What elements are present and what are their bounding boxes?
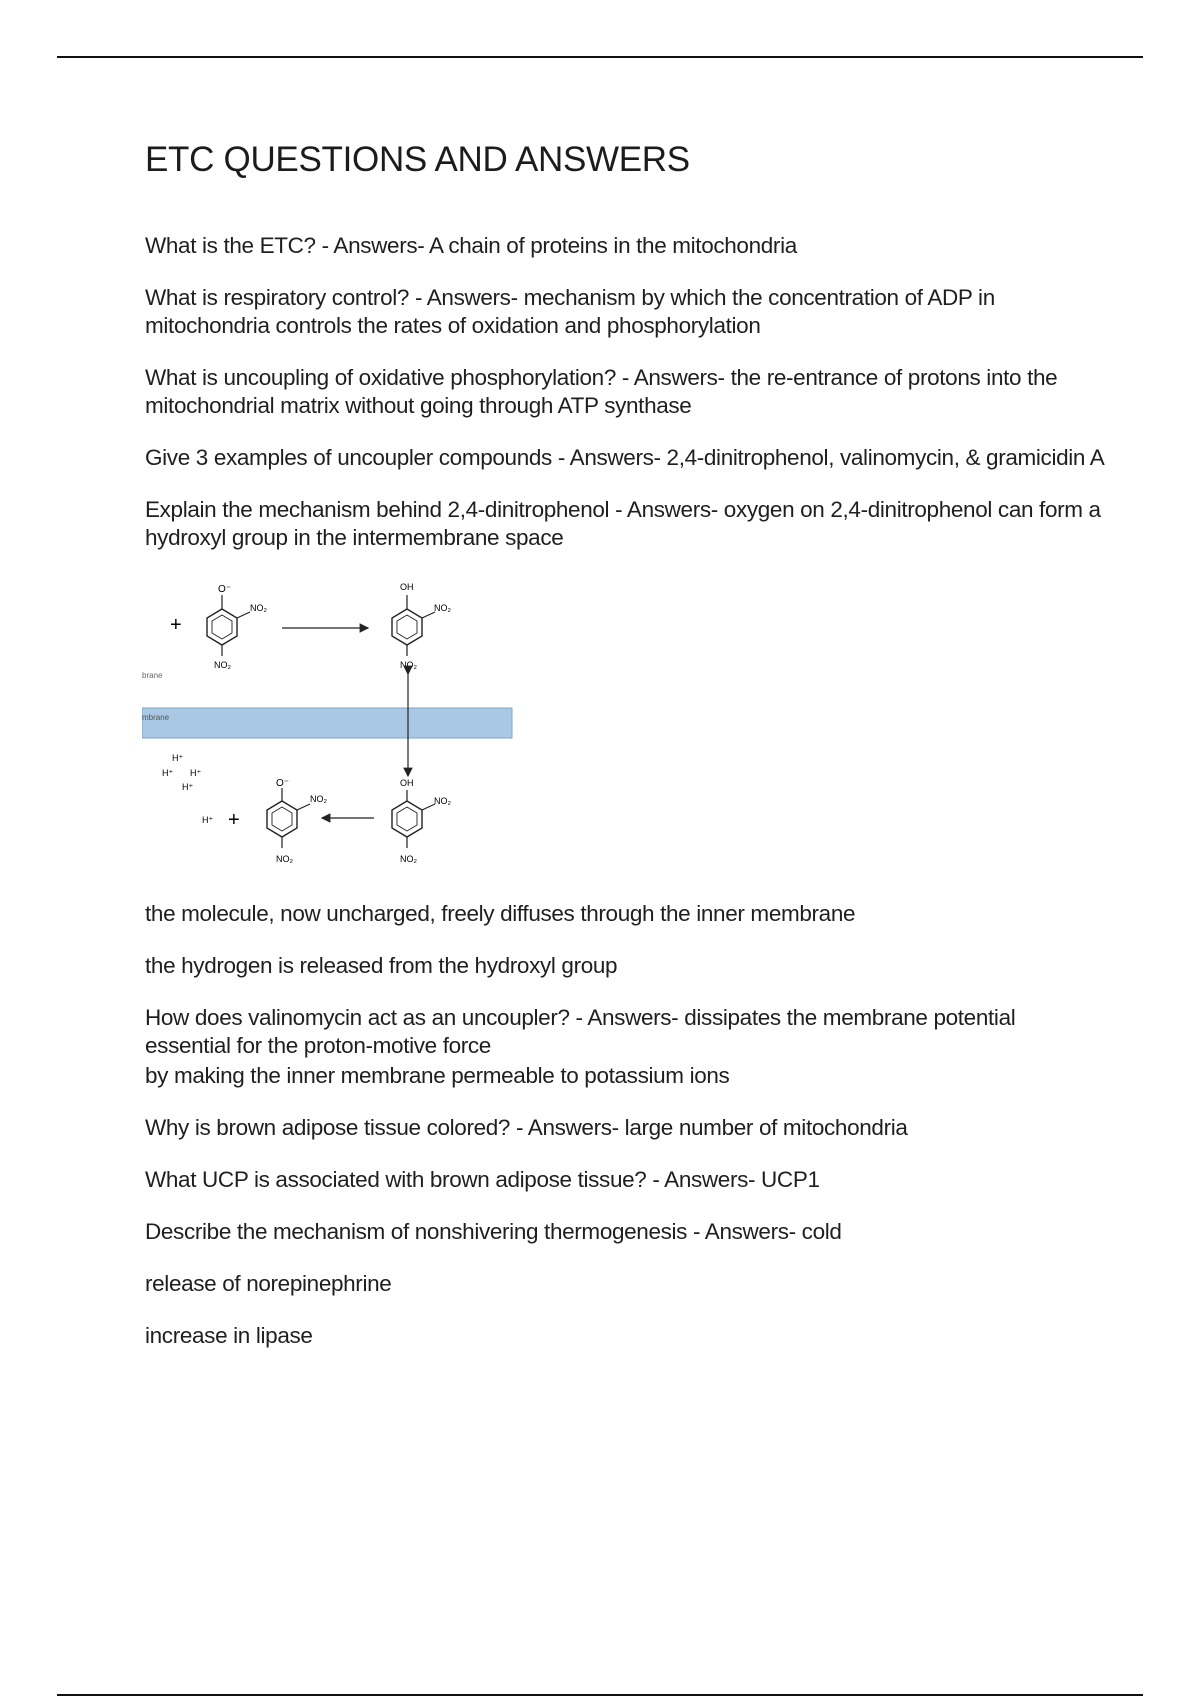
answer: Answers- 2,4-dinitrophenol, valinomycin, & gramicidin A [569,445,1105,470]
document-body [142,140,1105,1374]
proton-label: H⁺ [172,753,184,763]
qa-item [145,1166,1105,1194]
answer: Answers- A chain of proteins in the mitochondria [333,233,797,258]
qa-item [145,444,1105,472]
oh-label: OH [400,778,414,788]
oh-label: OH [400,582,414,592]
continuation-text: the molecule, now uncharged, freely diffuses through the inner membrane [145,901,856,926]
qa-item [145,1004,1105,1060]
o-minus-label: O⁻ [276,778,290,789]
answer: Answers- large number of mitochondria [527,1115,908,1140]
no2-label: NO₂ [250,603,267,613]
qa-item [145,496,1105,552]
top-rule [57,56,1143,58]
qa-item [145,1114,1105,1142]
proton-label: H⁺ [202,815,214,825]
intermembrane-label: brane [142,671,163,680]
continuation-text: the hydrogen is released from the hydroxyl group [145,953,618,978]
no2-label: NO₂ [214,660,231,670]
answer: Answers- UCP1 [664,1167,820,1192]
phenol-bottom [392,790,435,848]
diagram-svg [142,576,522,876]
plus-sign: + [170,614,182,636]
question: Why is brown adipose tissue colored? - [145,1115,528,1140]
o-minus-label: O⁻ [218,584,232,595]
phenolate-top [207,595,250,656]
no2-label: NO₂ [400,660,417,670]
no2-label: NO₂ [276,854,293,864]
no2-label: NO₂ [400,854,417,864]
plus-sign: + [228,809,240,831]
dinitrophenol-diagram [142,576,522,876]
question: Give 3 examples of uncoupler compounds - [145,445,570,470]
no2-label: NO₂ [434,796,451,806]
question: What is the ETC? - [145,233,334,258]
proton-label: H⁺ [162,768,174,778]
bottom-rule [57,1694,1143,1696]
answer-continuation: release of norepinephrine [145,1271,392,1296]
phenolate-bottom [267,788,310,848]
answer: Answers- cold [704,1219,842,1244]
proton-label: H⁺ [182,782,194,792]
answer-continuation: increase in lipase [145,1323,313,1348]
answer: Answers- the re-entrance of protons into the mitochondrial matrix without going through ATP synthase [145,365,1058,418]
qa-item [145,232,1105,260]
question: Explain the mechanism behind 2,4-dinitrophenol - [145,497,627,522]
answer: Answers- dissipates the membrane potential essential for the proton-motive force [145,1005,1016,1058]
question: What UCP is associated with brown adipose tissue? - [145,1167,665,1192]
no2-label: NO₂ [434,603,451,613]
question: What is respiratory control? - [145,285,427,310]
question: How does valinomycin act as an uncoupler? - [145,1005,588,1030]
matrix-label: mbrane [142,713,170,722]
page-title: ETC QUESTIONS AND ANSWERS [145,140,690,179]
question: What is uncoupling of oxidative phosphorylation? - [145,365,634,390]
answer: Answers- oxygen on 2,4-dinitrophenol can form a hydroxyl group in the intermembrane space [145,497,1101,550]
phenol-top [392,595,435,656]
question: Describe the mechanism of nonshivering thermogenesis - [145,1219,705,1244]
no2-label: NO₂ [310,794,327,804]
proton-label: H⁺ [190,768,202,778]
inner-membrane [142,708,512,738]
qa-item [145,364,1105,420]
qa-item [145,284,1105,340]
answer-continuation: by making the inner membrane permeable to potassium ions [145,1063,730,1088]
qa-item [145,1218,1105,1246]
answer: Answers- mechanism by which the concentration of ADP in mitochondria controls the rates of oxidation and phosphorylation [145,285,995,338]
